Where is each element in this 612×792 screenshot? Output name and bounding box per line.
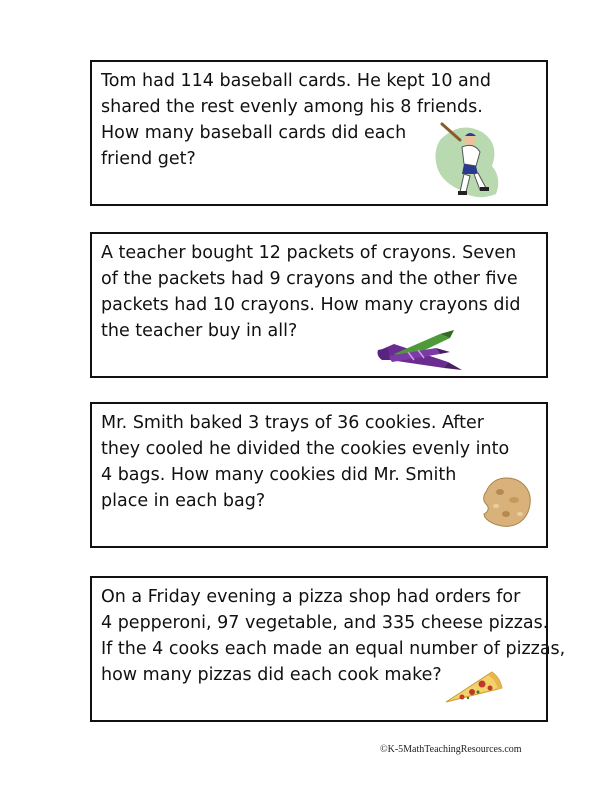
problem-line: shared the rest evenly among his 8 friends. — [101, 97, 483, 117]
pizza-slice-icon — [442, 668, 504, 708]
problem-line: 4 pepperoni, 97 vegetable, and 335 cheese pizzas. — [101, 613, 549, 633]
cookie-icon — [478, 474, 534, 530]
problem-line: If the 4 cooks each made an equal number of pizzas, — [101, 639, 566, 659]
problem-line: friend get? — [101, 149, 196, 169]
problem-line: how many pizzas did each cook make? — [101, 665, 442, 685]
problem-line: 4 bags. How many cookies did Mr. Smith — [101, 465, 457, 485]
problem-line: the teacher buy in all? — [101, 321, 298, 341]
problem-line: Mr. Smith baked 3 trays of 36 cookies. After — [101, 413, 484, 433]
problem-line: of the packets had 9 crayons and the other five — [101, 269, 518, 289]
baseball-player-icon — [430, 120, 506, 200]
problem-line: A teacher bought 12 packets of crayons. Seven — [101, 243, 517, 263]
problem-line: packets had 10 crayons. How many crayons did — [101, 295, 521, 315]
crayons-icon — [374, 326, 466, 372]
copyright-text: ©K-5MathTeachingResources.com — [380, 744, 522, 755]
word-problem-card-4 — [90, 576, 566, 722]
problem-line: How many baseball cards did each — [101, 123, 407, 143]
problem-line: Tom had 114 baseball cards. He kept 10 and — [101, 71, 491, 91]
problem-line: they cooled he divided the cookies evenly into — [101, 439, 510, 459]
problem-line: place in each bag? — [101, 491, 266, 511]
word-problem-card-1 — [90, 60, 548, 206]
problem-text — [101, 410, 509, 514]
word-problem-card-3 — [90, 402, 548, 548]
word-problem-card-2 — [90, 232, 548, 378]
problem-line: On a Friday evening a pizza shop had orders for — [101, 587, 521, 607]
